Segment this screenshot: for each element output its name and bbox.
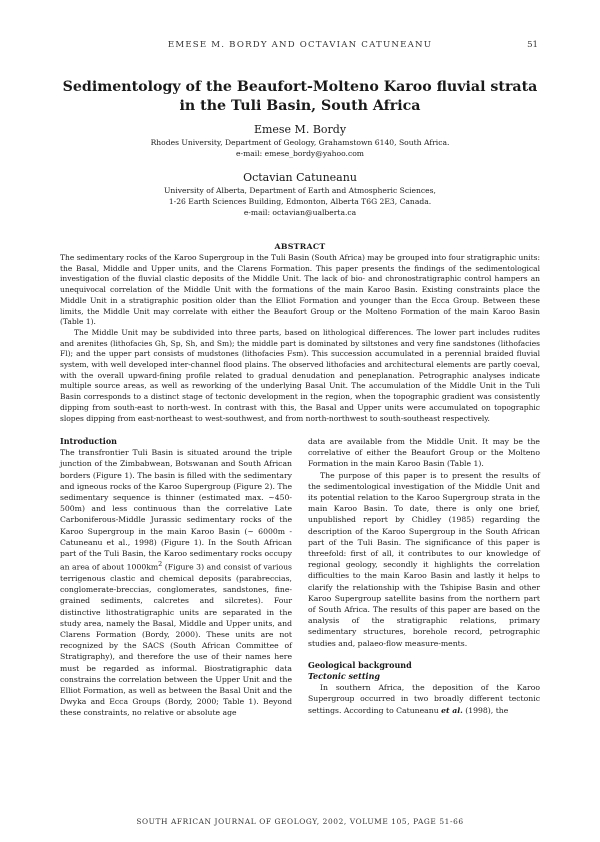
author-email: e-mail: emese_bordy@yahoo.com xyxy=(236,149,364,158)
author-block-1 xyxy=(60,122,540,159)
intro-paragraph xyxy=(60,447,292,718)
abstract xyxy=(60,241,540,424)
abstract-paragraph-2: The Middle Unit may be subdivided into three parts, based on lithological differences. The lower part includes rudites and arenites (lithofacies Gh, Sp, Sh, and Sm); the middle part is dominated by siltstones and very fine sandstones (lithofacies Fl); and the upper part consists of mudstones (lithofacies Fsm). This succession accumulated in a perennial braided fluvial system, with well developed inter-channel flood plains. The observed lithofacies and architectural elements are partly coeval, with the overall upward-fining profile related to gradual denudation and peneplanation. Petrographic analyses indicate multiple source areas, as well as reworking of the underlying Basal Unit. The accumulation of the Middle Unit in the Tuli Basin corresponds to a distinct stage of tectonic development in the region, when the topographic gradient was consistently dipping from south-east to north-west. In contrast with this, the Basal and Upper units were accumulated on topographic slopes dipping from east-northeast to west-southwest, and from north-northwest to south-southeast respectively. xyxy=(60,327,540,423)
section-heading-introduction: Introduction xyxy=(60,436,117,446)
tectonic-text-part-1: In southern Africa, the deposition of the Karoo Supergroup occurred in two broadly different tectonic settings. According to Catuneanu xyxy=(308,683,540,715)
author-name: Octavian Catuneanu xyxy=(243,171,357,184)
section-heading-geological-background: Geological background xyxy=(308,659,412,670)
intro-text-part-2: (Figure 3) and consist of various terrigenous clastic and chemical deposits (parabreccias, conglomerate-breccias, conglomerates, sandstones, fine-grained sediments, calcretes and silcretes). Four distinctive lithostratigraphic units are separated in the study area, namely the Basal, Middle and Upper units, and Clarens Formation (Bordy, 2000). These units are not recognized by the SACS (South African Committee of Stratigraphy), and therefore the use of their names here must be regarded as informal. Biostratigraphic data constrains the correlation between the Upper Unit and the Elliot Formation, as well as between the Basal Unit and the Dwyka and Ecca Groups (Bordy, 2000; Table 1). Beyond these constraints, no relative or absolute age xyxy=(60,562,292,718)
tectonic-paragraph xyxy=(308,682,540,716)
intro-continuation-paragraph: data are available from the Middle Unit. It may be the correlative of either the Beaufort Group or the Molteno Formation in the main Karoo Basin (Table 1). xyxy=(308,437,540,469)
left-column xyxy=(60,436,292,719)
author-affiliation: 1-26 Earth Sciences Building, Edmonton, Alberta T6G 2E3, Canada. xyxy=(168,197,432,206)
journal-footer: SOUTH AFRICAN JOURNAL OF GEOLOGY, 2002, VOLUME 105, PAGE 51-66 xyxy=(136,817,464,826)
abstract-paragraph-1: The sedimentary rocks of the Karoo Supergroup in the Tuli Basin (South Africa) may be grouped into four stratigraphic units: the Basal, Middle and Upper units, and the Clarens Formation. This paper presents the findings of the sedimentological investigation of the fluvial clastic deposits of the Middle Unit. The lack of bio- and chronostratigraphic control hampers an unequivocal correlation of the Middle Unit with the formations of the main Karoo Basin. Existing constraints place the Middle Unit in a stratigraphic position older than the Elliot Formation and younger than the Ecca Group. Between these limits, the Middle Unit may correlate with either the Beaufort Group or the Molteno Formation of the main Karoo Basin (Table 1). xyxy=(60,253,540,327)
intro-text-part-1: The transfrontier Tuli Basin is situated around the triple junction of the Zimbabwean, Botswanan and South African borders (Figure 1). The basin is filled with the sedimentary and igneous rocks of the Karoo Supergroup (Figure 2). The sedimentary sequence is thinner (estimated max. ~450-500m) and less continuous than the correlative Late Carboniferous-Middle Jurassic sedimentary rocks of the Karoo Supergroup in the main Karoo Basin (~ 6000m - Catuneanu et al., 1998) (Figure 1). In the South African part of the Tuli Basin, the Karoo sedimentary rocks occupy an area of about 1000km xyxy=(60,448,292,572)
title-line-2: in the Tuli Basin, South Africa xyxy=(179,98,421,114)
author-affiliation: University of Alberta, Department of Earth and Atmospheric Sciences, xyxy=(164,186,436,195)
title-line-1: Sedimentology of the Beaufort-Molteno Karoo fluvial strata xyxy=(62,79,538,95)
author-block-2 xyxy=(60,170,540,218)
tectonic-text-part-2: (1998), the xyxy=(462,705,509,715)
abstract-heading: ABSTRACT xyxy=(274,242,326,251)
right-column xyxy=(308,436,540,716)
et-al-citation: et al. xyxy=(441,705,463,715)
page-number: 51 xyxy=(527,40,538,50)
purpose-paragraph: The purpose of this paper is to present the results of the sedimentological investigation of the Middle Unit and its potential relation to the Karoo Supergroup strata in the main Karoo Basin. To date, there is only one brief, unpublished report by Chidley (1985) regarding the description of the Karoo Supergroup in the South African part of the Tuli Basin. The significance of this paper is threefold: first of all, it contributes to our knowledge of regional geology, secondly it highlights the correlation difficulties to the main Karoo Basin and lastly it helps to clarify the relationship with the Tshipise Basin and other Karoo Supergroup satellite basins from the northern part of South Africa. The results of this paper are based on the analysis of the stratigraphic relations, primary sedimentary structures, borehole record, petrographic studies and, palaeo-flow measure-ments. xyxy=(308,470,540,648)
subsection-heading-tectonic-setting: Tectonic setting xyxy=(308,671,380,682)
paper-title xyxy=(60,78,540,116)
author-affiliation: Rhodes University, Department of Geology, Grahamstown 6140, South Africa. xyxy=(150,138,450,147)
running-head: EMESE M. BORDY AND OCTAVIAN CATUNEANU xyxy=(167,40,433,50)
superscript-2: 2 xyxy=(158,560,163,569)
author-email: e-mail: octavian@ualberta.ca xyxy=(243,208,357,217)
section-gap xyxy=(308,649,540,660)
author-name: Emese M. Bordy xyxy=(253,123,347,136)
